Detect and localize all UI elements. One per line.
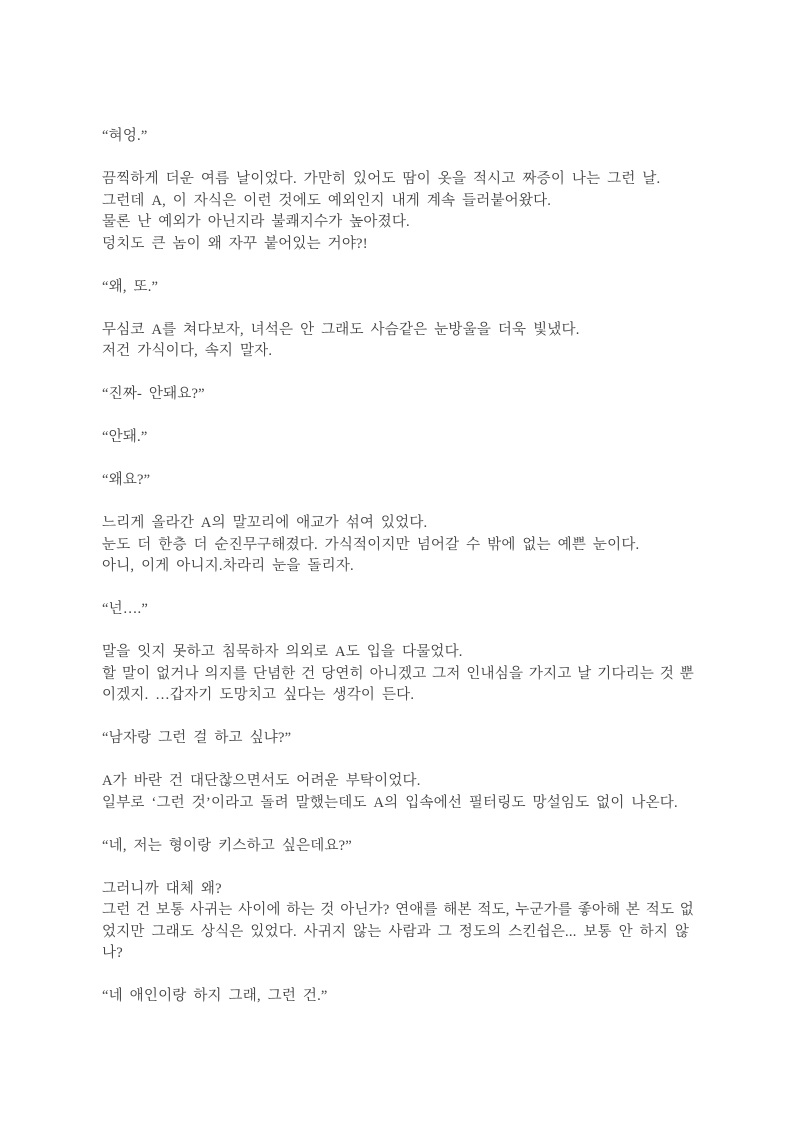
text-line: 눈도 더 한층 더 순진무구해졌다. 가식적이지만 넘어갈 수 밖에 없는 예쁜 눈이다. [102,536,640,553]
text-line: 느리게 올라간 A의 말꼬리에 애교가 섞여 있었다. [102,515,428,531]
text-line: 저건 가식이다, 속지 말자. [102,343,273,359]
text-line: 할 말이 없거나 의지를 단념한 건 당연히 아니겠고 그저 인내심을 가지고 날 기다리는 것 뿐 [102,665,694,682]
paragraph [102,277,694,299]
paragraph [102,986,694,1008]
text-line: 그러니까 대체 왜? [102,880,222,897]
paragraph [102,470,694,492]
text-line: 그런 건 보통 사귀는 사이에 하는 것 아닌가? 연애를 해본 적도, 누군가를 좋아해 본 적도 없 [102,902,694,918]
text-line: 그런데 A, 이 자식은 이런 것에도 예외인지 내게 계속 들러붙어왔다. [102,192,552,209]
text-line: 일부로 ‘그런 것’이라고 돌려 말했는데도 A의 입속에선 필터링도 망설임도 없이 나온다. [102,794,678,811]
paragraph [102,384,694,406]
text-line: 덩치도 큰 놈이 왜 자꾸 붙어있는 거야?! [102,235,368,252]
paragraph [102,879,694,965]
paragraph [102,771,694,814]
text-line: “왜요?” [102,472,151,488]
paragraph [102,513,694,578]
text-line: “안돼.” [102,429,148,445]
text-line: A가 바란 건 대단찮으면서도 어려운 부탁이었다. [102,773,421,789]
paragraph [102,642,694,707]
text-line: “왜, 또.” [102,278,159,295]
paragraph [102,427,694,449]
text-line: 말을 잇지 못하고 침묵하자 의외로 A도 입을 다물었다. [102,644,463,660]
text-line: 아니, 이게 아니지.차라리 눈을 돌리자. [102,558,354,574]
text-line: 무심코 A를 쳐다보자, 녀석은 안 그래도 사슴같은 눈방울을 더욱 빛냈다. [102,321,580,338]
page-text [102,126,694,1008]
paragraph [102,169,694,255]
text-line: 물론 난 예외가 아닌지라 불쾌지수가 높아졌다. [102,214,410,230]
paragraph [102,320,694,363]
text-line: “남자랑 그런 걸 하고 싶냐?” [102,730,292,746]
text-line: 이겠지. …갑자기 도망치고 싶다는 생각이 든다. [102,687,415,703]
text-line: “혀엉.” [102,128,148,144]
paragraph [102,599,694,621]
text-line: “진짜- 안돼요?” [102,386,205,402]
text-line: 끔찍하게 더운 여름 날이었다. 가만히 있어도 땀이 옷을 적시고 짜증이 나는 그런 날. [102,171,661,187]
paragraph [102,836,694,858]
text-line: “네 애인이랑 하지 그래, 그런 건.” [102,988,328,1004]
paragraph [102,126,694,148]
text-line: “네, 저는 형이랑 키스하고 싶은데요?” [102,837,352,854]
text-line: “넌….” [102,601,149,617]
text-line: 었지만 그래도 상식은 있었다. 사귀지 않는 사람과 그 정도의 스킨쉽은... 보통 안 하지 않나? [102,923,690,961]
paragraph [102,728,694,750]
